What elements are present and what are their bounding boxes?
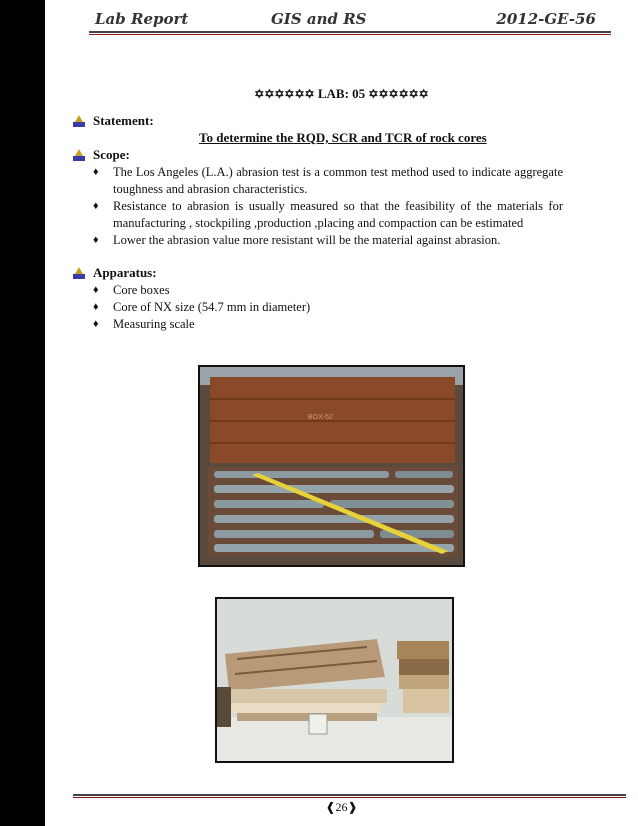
- pushpin-icon: [73, 267, 85, 279]
- apparatus-heading: [73, 265, 157, 281]
- footer-rule: [73, 794, 626, 798]
- core-box-image: [200, 367, 463, 565]
- page-number-value: 26: [335, 800, 348, 814]
- stars-right: ✡✡✡✡✡✡: [368, 87, 429, 101]
- stacked-boxes-image: [217, 599, 452, 761]
- scope-item: ♦ Resistance to abrasion is usually measured so that the feasibility of the materials for manufacturing , stockpiling ,production ,placing and compaction can be estimated: [93, 198, 563, 232]
- header-rule: [89, 31, 611, 35]
- statement-heading: [73, 113, 154, 129]
- scope-label: Scope:: [93, 147, 130, 162]
- pushpin-icon: [73, 115, 85, 127]
- stacked-boxes-photo: [215, 597, 454, 763]
- page-arrow-right-icon: ❱: [347, 800, 358, 814]
- apparatus-item: ♦ Core of NX size (54.7 mm in diameter): [93, 299, 563, 316]
- scope-heading: [73, 147, 130, 163]
- apparatus-label: Apparatus:: [93, 265, 157, 280]
- stars-left: ✡✡✡✡✡✡: [254, 87, 315, 101]
- apparatus-item: ♦ Measuring scale: [93, 316, 563, 333]
- apparatus-item: ♦ Core boxes: [93, 282, 563, 299]
- svg-text:BOX-52: BOX-52: [308, 414, 333, 421]
- scope-item: ♦ Lower the abrasion value more resistant will be the material against abrasion.: [93, 232, 563, 249]
- statement-label: Statement:: [93, 113, 154, 128]
- core-box-photo: [198, 365, 465, 567]
- page-arrow-left-icon: ❰: [325, 800, 336, 814]
- header-center: GIS and RS: [271, 10, 367, 28]
- header-left: Lab Report: [95, 10, 189, 28]
- scope-list: [93, 164, 563, 249]
- apparatus-list: [93, 282, 563, 333]
- header-right: 2012-GE-56: [496, 10, 596, 28]
- lab-title-text: LAB: 05: [317, 86, 366, 101]
- lab-title: [45, 86, 638, 102]
- scope-item: ♦ The Los Angeles (L.A.) abrasion test is a common test method used to indicate aggregate toughness and abrasion characteristics.: [93, 164, 563, 198]
- pushpin-icon: [73, 149, 85, 161]
- statement-text: To determine the RQD, SCR and TCR of rock cores: [199, 130, 487, 145]
- document-page: [45, 0, 638, 826]
- page-number: [45, 800, 638, 815]
